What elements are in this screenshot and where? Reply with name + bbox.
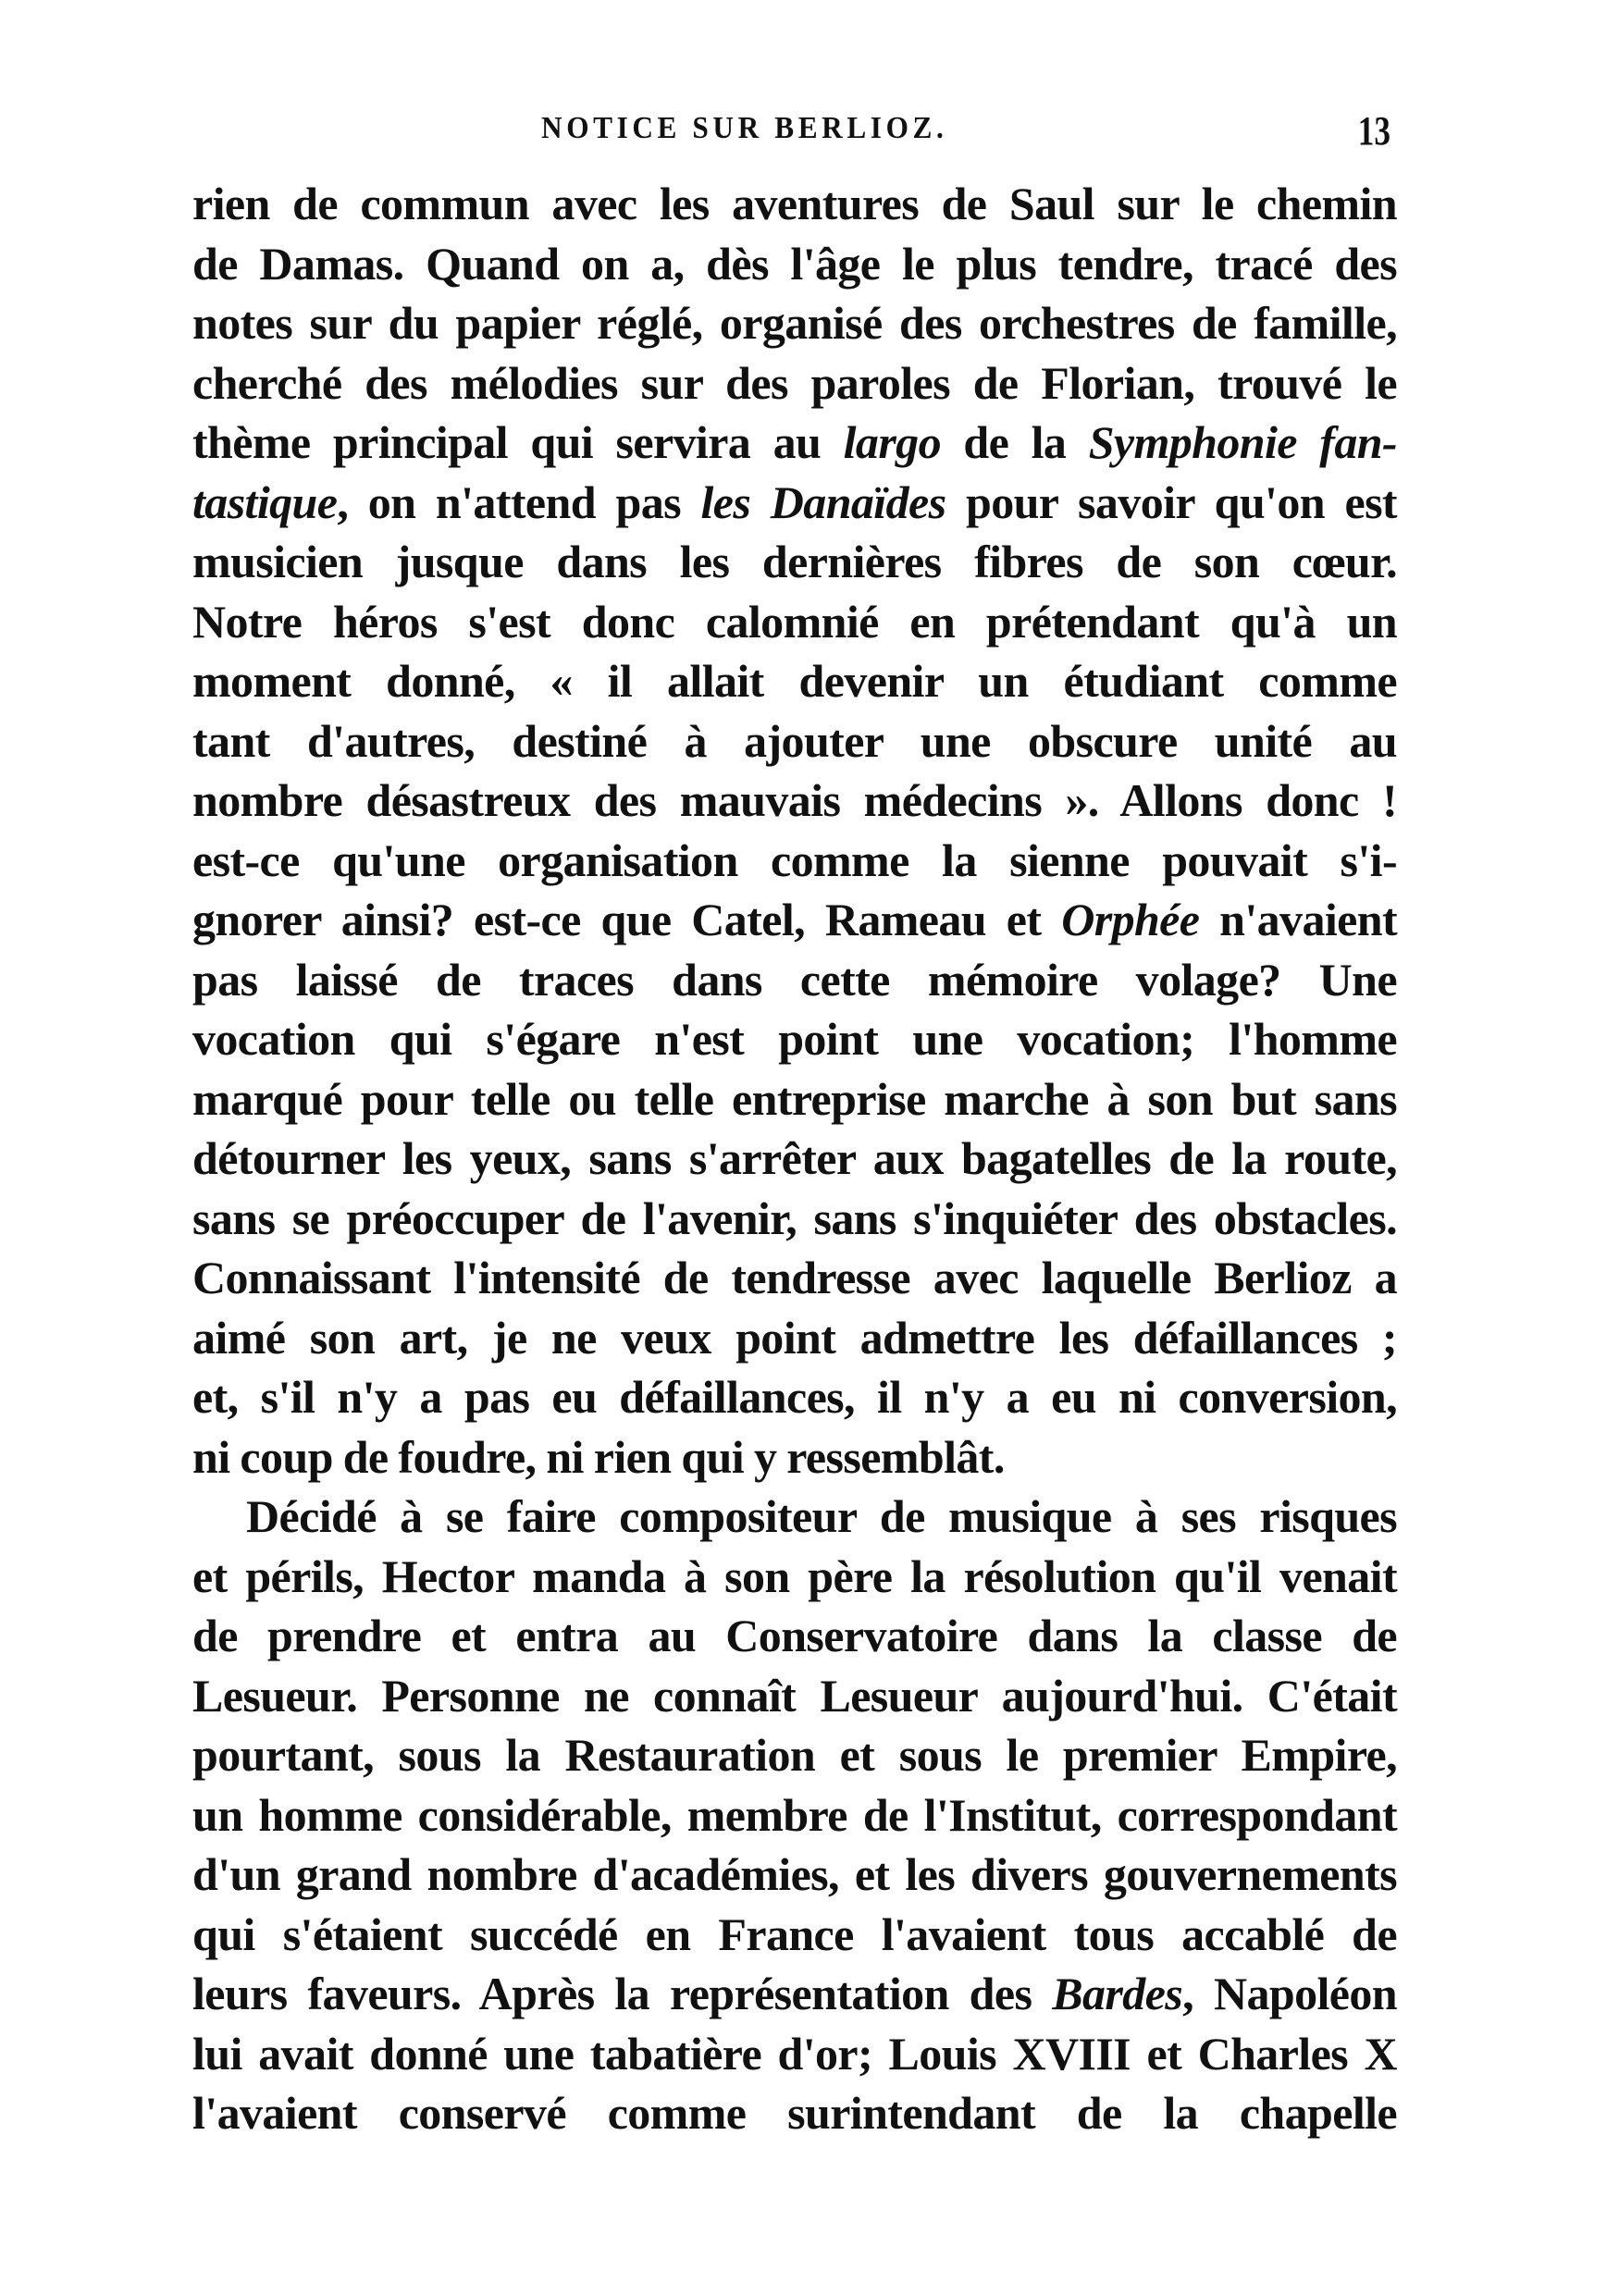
text-line xyxy=(192,831,1397,891)
text-line xyxy=(192,1785,1397,1845)
text-segment: thème principal qui servira au xyxy=(192,416,844,468)
text-line xyxy=(192,950,1397,1010)
text-line xyxy=(192,1367,1397,1427)
text-line xyxy=(192,890,1397,950)
text-line xyxy=(192,592,1397,652)
text-segment: leurs faveurs. Après la représentation des xyxy=(192,1968,1053,2019)
text-segment: et, s'il n'y a pas eu défaillances, il n'y a eu ni conversion, xyxy=(192,1371,1397,1423)
text-segment: pour savoir qu'on est xyxy=(945,475,1397,528)
page-header xyxy=(541,108,1402,157)
text-segment: notes sur du papier réglé, organisé des orchestres de famille, xyxy=(192,297,1397,349)
text-line xyxy=(192,1009,1397,1069)
text-line xyxy=(192,353,1397,414)
running-title: NOTICE SUR BERLIOZ. xyxy=(541,111,948,145)
text-segment: moment donné, « il allait devenir un étudiant comme xyxy=(192,655,1397,707)
text-segment: n'avaient xyxy=(1199,894,1397,945)
text-line xyxy=(192,293,1397,353)
text-segment: vocation qui s'égare n'est point une vocation; l'homme xyxy=(192,1013,1397,1065)
italic-text: Symphonie fan- xyxy=(1088,416,1397,468)
text-line xyxy=(192,2083,1397,2143)
text-line xyxy=(192,473,1397,533)
text-segment: de prendre et entra au Conservatoire dans la classe de xyxy=(192,1610,1397,1661)
text-segment: pourtant, sous la Restauration et sous le premier Empire, xyxy=(192,1729,1397,1781)
text-segment: qui s'étaient succédé en France l'avaient tous accablé de xyxy=(192,1907,1397,1960)
text-line xyxy=(192,413,1397,473)
text-line xyxy=(192,1845,1397,1905)
text-line xyxy=(192,1905,1397,1965)
text-line xyxy=(192,532,1397,592)
page-number: 13 xyxy=(1357,108,1390,154)
text-line xyxy=(192,1427,1397,1487)
text-segment: rien de commun avec les aventures de Saul sur le chemin xyxy=(192,178,1397,229)
text-segment: lui avait donné une tabatière d'or; Louis XVIII et Charles X xyxy=(192,2027,1397,2080)
text-line xyxy=(192,651,1397,711)
italic-text: tastique xyxy=(192,475,338,528)
text-line xyxy=(192,1487,1397,1547)
italic-text: largo xyxy=(843,416,941,468)
text-segment: musicien jusque dans les dernières fibres de son cœur. xyxy=(192,536,1397,587)
text-line xyxy=(192,1964,1397,2024)
text-segment: Connaissant l'intensité de tendresse avec laquelle Berlioz a xyxy=(192,1252,1397,1303)
text-line xyxy=(192,1129,1397,1189)
text-segment: pas laissé de traces dans cette mémoire volage? Une xyxy=(192,953,1397,1006)
text-line xyxy=(192,174,1397,234)
text-segment: sans se préoccuper de l'avenir, sans s'inquiéter des obstacles. xyxy=(192,1191,1397,1244)
text-segment: marqué pour telle ou telle entreprise marche à son but sans xyxy=(192,1072,1397,1125)
text-segment: détourner les yeux, sans s'arrêter aux bagatelles de la route, xyxy=(192,1132,1397,1184)
text-line xyxy=(192,1606,1397,1666)
text-line xyxy=(192,234,1397,294)
text-segment: Notre héros s'est donc calomnié en prétendant qu'à un xyxy=(192,595,1397,648)
text-segment: l'avaient conservé comme surintendant de la chapelle xyxy=(192,2087,1397,2139)
text-segment: , on n'attend pas xyxy=(337,475,701,528)
text-line xyxy=(192,1248,1397,1308)
text-segment: un homme considérable, membre de l'Institut, correspondant xyxy=(192,1788,1397,1841)
text-line xyxy=(192,1725,1397,1785)
text-line xyxy=(192,1666,1397,1726)
italic-text: les Danaïdes xyxy=(700,475,946,528)
text-line xyxy=(192,1308,1397,1368)
text-segment: Décidé à se faire compositeur de musique à ses risques xyxy=(246,1490,1397,1542)
text-line xyxy=(192,771,1397,831)
text-segment: , Napoléon xyxy=(1182,1968,1397,2019)
text-segment: et périls, Hector manda à son père la résolution qu'il venait xyxy=(192,1549,1397,1602)
text-segment: nombre désastreux des mauvais médecins ». Allons donc ! xyxy=(192,774,1397,826)
italic-text: Orphée xyxy=(1061,894,1200,945)
italic-text: Bardes xyxy=(1052,1968,1183,2019)
text-line xyxy=(192,1189,1397,1249)
text-line xyxy=(192,1547,1397,1607)
text-segment: cherché des mélodies sur des paroles de Florian, trouvé le xyxy=(192,356,1397,409)
text-segment: gnorer ainsi? est-ce que Catel, Rameau et xyxy=(192,894,1062,945)
text-line xyxy=(192,2024,1397,2084)
text-line xyxy=(192,1069,1397,1129)
text-line xyxy=(192,711,1397,772)
text-segment: de la xyxy=(940,416,1089,468)
text-segment: d'un grand nombre d'académies, et les divers gouvernements xyxy=(192,1848,1397,1900)
text-segment: ni coup de foudre, ni rien qui y ressemblât. xyxy=(192,1430,1005,1483)
text-segment: tant d'autres, destiné à ajouter une obscure unité au xyxy=(192,714,1397,767)
text-segment: Lesueur. Personne ne connaît Lesueur aujourd'hui. C'était xyxy=(192,1669,1397,1722)
text-segment: est-ce qu'une organisation comme la sienne pouvait s'i- xyxy=(192,833,1397,886)
text-segment: de Damas. Quand on a, dès l'âge le plus tendre, tracé des xyxy=(192,237,1397,290)
text-segment: aimé son art, je ne veux point admettre les défaillances ; xyxy=(192,1311,1397,1364)
body-text xyxy=(192,174,1397,2143)
